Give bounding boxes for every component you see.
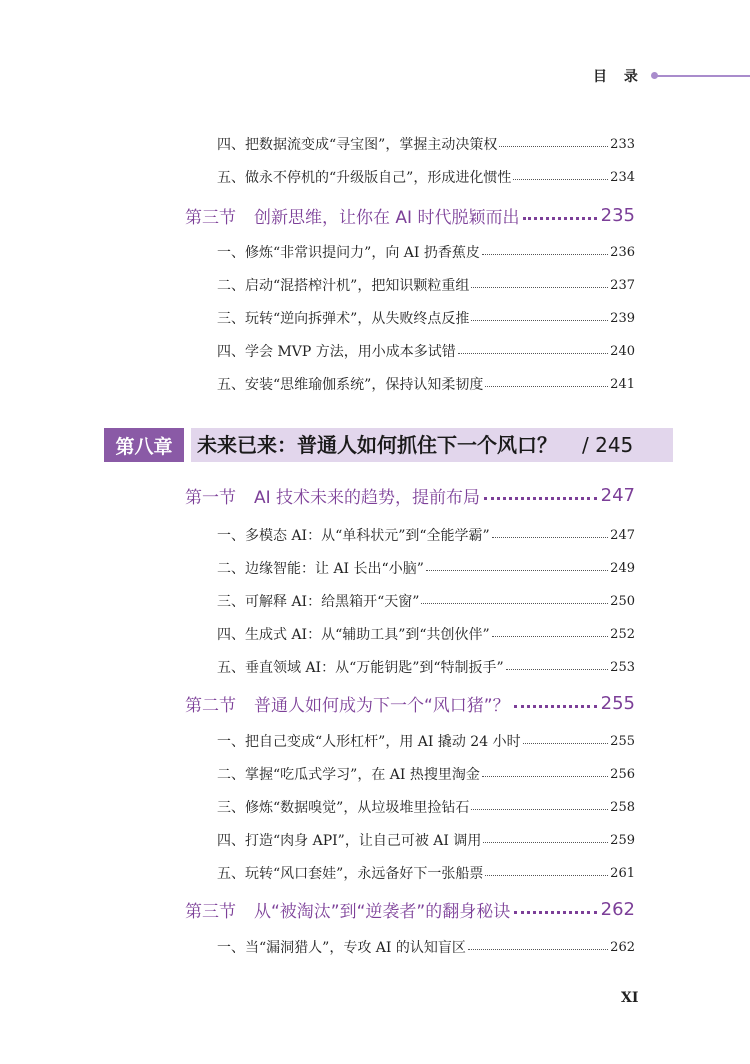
entry-page-number: 241 xyxy=(610,376,635,392)
entry-page-number: 258 xyxy=(610,799,635,815)
dot-leader xyxy=(513,179,608,180)
dot-leader xyxy=(468,949,608,950)
entry-page-number: 255 xyxy=(610,733,635,749)
toc-entry xyxy=(217,589,635,613)
dot-leader xyxy=(482,776,608,777)
section-number: 第一节 xyxy=(185,487,236,508)
chapter-page-number: / 245 xyxy=(582,433,634,457)
toc-section-heading xyxy=(185,201,635,229)
toc-entry xyxy=(217,828,635,852)
entry-title: 五、垂直领域 AI：从“万能钥匙”到“特制扳手” xyxy=(217,660,504,676)
toc-entry xyxy=(217,339,635,363)
toc-entry xyxy=(217,523,635,547)
dot-leader xyxy=(471,809,608,810)
entry-title: 一、当“漏洞猎人”，专攻 AI 的认知盲区 xyxy=(217,940,466,956)
dot-leader xyxy=(506,669,608,670)
entry-title: 四、打造“肉身 API”，让自己可被 AI 调用 xyxy=(217,833,482,849)
entry-page-number: 249 xyxy=(610,560,635,576)
dot-leader xyxy=(421,603,608,604)
entry-page-number: 262 xyxy=(600,898,635,920)
entry-page-number: 252 xyxy=(610,626,635,642)
chapter-title: 未来已来：普通人如何抓住下一个风口？ xyxy=(197,433,557,457)
entry-page-number: 239 xyxy=(610,310,635,326)
header-rule xyxy=(656,75,750,77)
entry-page-number: 240 xyxy=(610,343,635,359)
entry-page-number: 253 xyxy=(610,659,635,675)
dot-leader xyxy=(471,287,608,288)
dot-leader xyxy=(492,636,608,637)
dot-leader xyxy=(514,911,596,914)
entry-page-number: 247 xyxy=(610,527,635,543)
entry-title: 五、做永不停机的“升级版自己”，形成进化惯性 xyxy=(217,170,512,186)
entry-title: 二、边缘智能：让 AI 长出“小脑” xyxy=(217,561,424,577)
dot-leader xyxy=(482,254,608,255)
entry-page-number: 237 xyxy=(610,277,635,293)
entry-title: 创新思维，让你在 AI 时代脱颖而出 xyxy=(254,207,520,228)
dot-leader xyxy=(484,497,597,500)
toc-entry xyxy=(217,935,635,959)
toc-entry xyxy=(217,861,635,885)
entry-title: 三、可解释 AI：给黑箱开“天窗” xyxy=(217,594,420,610)
entry-page-number: 262 xyxy=(610,939,635,955)
toc-section-heading xyxy=(185,895,635,923)
entry-title: 三、玩转“逆向拆弹术”，从失败终点反推 xyxy=(217,311,470,327)
toc-entry xyxy=(217,132,635,156)
dot-leader xyxy=(471,320,608,321)
toc-section-heading xyxy=(185,689,635,717)
section-number: 第二节 xyxy=(185,695,236,716)
entry-page-number: 250 xyxy=(610,593,635,609)
entry-title: 四、学会 MVP 方法，用小成本多试错 xyxy=(217,344,456,360)
chapter-label: 第八章 xyxy=(104,428,184,462)
toc-entry xyxy=(217,622,635,646)
page-header xyxy=(0,66,750,88)
toc-entry xyxy=(217,372,635,396)
toc-entry xyxy=(217,165,635,189)
entry-title: 从“被淘汰”到“逆袭者”的翻身秘诀 xyxy=(254,901,511,922)
dot-leader xyxy=(458,353,608,354)
toc-entry xyxy=(217,240,635,264)
dot-leader xyxy=(523,743,609,744)
dot-leader xyxy=(514,705,597,708)
entry-page-number: 256 xyxy=(610,766,635,782)
entry-title: 二、掌握“吃瓜式学习”，在 AI 热搜里淘金 xyxy=(217,767,480,783)
dot-leader xyxy=(485,386,608,387)
header-title: 目 录 xyxy=(593,69,644,85)
toc-entry xyxy=(217,306,635,330)
dot-leader xyxy=(483,842,608,843)
toc-entry xyxy=(217,795,635,819)
entry-page-number: 236 xyxy=(610,244,635,260)
toc-entry xyxy=(217,762,635,786)
entry-title: 四、生成式 AI：从“辅助工具”到“共创伙伴” xyxy=(217,627,490,643)
chapter-heading xyxy=(104,428,644,462)
entry-title: 五、玩转“风口套娃”，永远备好下一张船票 xyxy=(217,866,484,882)
entry-page-number: 261 xyxy=(610,865,635,881)
entry-page-number: 234 xyxy=(610,169,635,185)
dot-leader xyxy=(499,146,608,147)
entry-title: 二、启动“混搭榨汁机”，把知识颗粒重组 xyxy=(217,278,470,294)
entry-title: 普通人如何成为下一个“风口猪”？ xyxy=(254,695,510,716)
dot-leader xyxy=(492,537,608,538)
entry-title: 一、把自己变成“人形杠杆”，用 AI 撬动 24 小时 xyxy=(217,734,521,750)
entry-page-number: 233 xyxy=(610,136,635,152)
entry-page-number: 247 xyxy=(600,484,635,506)
section-number: 第三节 xyxy=(185,901,236,922)
entry-title: AI 技术未来的趋势，提前布局 xyxy=(254,487,481,508)
dot-leader xyxy=(523,217,596,220)
toc-entry xyxy=(217,556,635,580)
page-number: XI xyxy=(621,990,639,1006)
toc-entry xyxy=(217,655,635,679)
toc-entry xyxy=(217,729,635,753)
entry-page-number: 235 xyxy=(600,204,635,226)
toc-entry xyxy=(217,273,635,297)
dot-leader xyxy=(426,570,608,571)
entry-title: 一、多模态 AI：从“单科状元”到“全能学霸” xyxy=(217,528,490,544)
entry-page-number: 259 xyxy=(610,832,635,848)
toc-section-heading xyxy=(185,481,635,509)
entry-page-number: 255 xyxy=(600,692,635,714)
entry-title: 一、修炼“非常识提问力”，向 AI 扔香蕉皮 xyxy=(217,245,480,261)
entry-title: 五、安装“思维瑜伽系统”，保持认知柔韧度 xyxy=(217,377,484,393)
entry-title: 三、修炼“数据嗅觉”，从垃圾堆里捡钻石 xyxy=(217,800,470,816)
dot-leader xyxy=(485,875,608,876)
entry-title: 四、把数据流变成“寻宝图”，掌握主动决策权 xyxy=(217,137,498,153)
section-number: 第三节 xyxy=(185,207,236,228)
